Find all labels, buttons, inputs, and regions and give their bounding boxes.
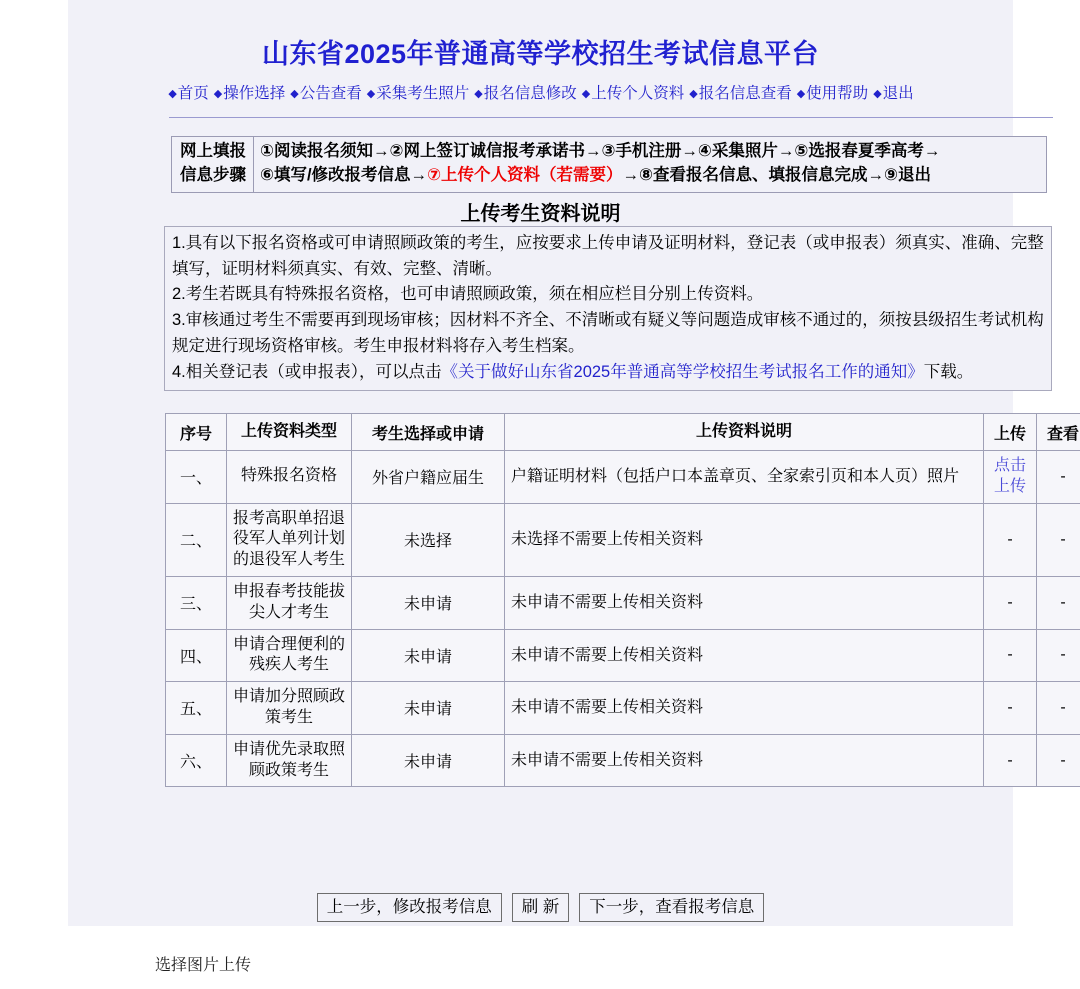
steps-line-1: ①阅读报名须知→②网上签订诚信报考承诺书→③手机注册→④采集照片→⑤选报春夏季高考→ (260, 142, 941, 160)
notice-line-2: 2.考生若既具有特殊报名资格，也可申请照顾政策，须在相应栏目分别上传资料。 (172, 285, 764, 304)
table-row (166, 682, 1080, 735)
nav-item-3[interactable]: 公告查看 (299, 84, 362, 102)
row-candidate-choice: 未申请 (352, 576, 505, 629)
header-choice: 考生选择或申请 (352, 414, 505, 451)
page-panel (68, 0, 1079, 926)
steps-label (172, 137, 254, 192)
nav-bullet-icon: ◆ (474, 87, 483, 100)
steps-label-line2: 信息步骤 (180, 165, 246, 184)
row-material-type: 申请加分照顾政策考生 (227, 682, 352, 735)
row-description: 户籍证明材料（包括户口本盖章页、全家索引页和本人页）照片 (505, 451, 984, 504)
steps-line2-prefix: ⑥填写/修改报考信息→ (260, 165, 428, 184)
nav-bullet-icon: ◆ (290, 87, 299, 100)
row-index: 五、 (166, 682, 227, 735)
row-candidate-choice: 未申请 (352, 629, 505, 682)
row-description: 未选择不需要上传相关资料 (505, 503, 984, 576)
notice-line-3: 3.审核通过考生不需要再到现场审核；因材料不齐全、不清晰或有疑义等问题造成审核不通过的，须按县级招生考试机构规定进行现场资格审核。考生申报材料将存入考生档案。 (172, 311, 1044, 355)
steps-line-2 (260, 164, 1042, 188)
row-description: 未申请不需要上传相关资料 (505, 629, 984, 682)
nav-item-2[interactable]: 操作选择 (223, 84, 286, 102)
table-row (166, 451, 1080, 504)
next-step-button[interactable]: 下一步，查看报考信息 (579, 893, 764, 922)
main-navigation (68, 81, 1013, 103)
nav-item-4[interactable]: 采集考生照片 (376, 84, 470, 102)
registration-steps-box (171, 136, 1047, 193)
upload-instructions (164, 226, 1052, 391)
table-row (166, 629, 1080, 682)
nav-item-8[interactable]: 使用帮助 (806, 84, 869, 102)
select-image-upload-label: 选择图片上传 (155, 957, 252, 974)
table-header-row (166, 414, 1080, 451)
header-upload: 上传 (984, 414, 1037, 451)
section-title: 上传考生资料说明 (460, 203, 621, 225)
row-view-cell: - (1037, 451, 1080, 504)
form-button-row (68, 893, 1013, 922)
previous-step-button[interactable]: 上一步，修改报考信息 (317, 893, 502, 922)
header-description: 上传资料说明 (505, 414, 984, 451)
row-description: 未申请不需要上传相关资料 (505, 734, 984, 787)
row-view-cell: - (1037, 682, 1080, 735)
row-upload-cell: - (984, 682, 1037, 735)
upload-materials-table (165, 413, 1080, 787)
row-material-type: 申报春考技能拔尖人才考生 (227, 576, 352, 629)
row-upload-cell: - (984, 734, 1037, 787)
notice-line4-prefix: 4.相关登记表（或申报表），可以点击 (172, 362, 442, 381)
row-index: 一、 (166, 451, 227, 504)
row-description: 未申请不需要上传相关资料 (505, 682, 984, 735)
row-index: 三、 (166, 576, 227, 629)
row-index: 六、 (166, 734, 227, 787)
table-row (166, 503, 1080, 576)
header-index: 序号 (166, 414, 227, 451)
steps-body (254, 137, 1046, 192)
steps-current-step: ⑦上传个人资料（若需要） (427, 165, 623, 184)
row-material-type: 报考高职单招退役军人单列计划的退役军人考生 (227, 503, 352, 576)
notice-line-4 (172, 360, 1044, 386)
row-material-type: 特殊报名资格 (227, 451, 352, 504)
page-title: 山东省2025年普通高等学校招生考试信息平台 (261, 39, 820, 69)
header-view: 查看 (1037, 414, 1080, 451)
row-material-type: 申请合理便利的残疾人考生 (227, 629, 352, 682)
row-view-cell: - (1037, 734, 1080, 787)
nav-item-6[interactable]: 上传个人资料 (591, 84, 685, 102)
row-index: 二、 (166, 503, 227, 576)
nav-item-1[interactable]: 首页 (177, 84, 209, 102)
row-view-cell: - (1037, 503, 1080, 576)
notice-line4-suffix: 下载。 (923, 362, 974, 381)
nav-divider (169, 117, 1053, 118)
table-row (166, 734, 1080, 787)
row-view-cell: - (1037, 576, 1080, 629)
nav-bullet-icon: ◆ (689, 87, 698, 100)
row-view-cell: - (1037, 629, 1080, 682)
steps-label-line1: 网上填报 (180, 142, 246, 160)
row-candidate-choice: 未申请 (352, 734, 505, 787)
nav-bullet-icon: ◆ (796, 87, 806, 100)
row-candidate-choice: 外省户籍应届生 (352, 451, 505, 504)
notice-line-1: 1.具有以下报名资格或可申请照顾政策的考生，应按要求上传申请及证明材料，登记表（或申报表）须真实、准确、完整填写，证明材料须真实、有效、完整、清晰。 (172, 234, 1044, 278)
row-upload-cell: - (984, 629, 1037, 682)
header-type: 上传资料类型 (227, 414, 352, 451)
row-upload-cell: - (984, 576, 1037, 629)
steps-line2-suffix: →⑧查看报名信息、填报信息完成→⑨退出 (622, 165, 931, 184)
row-upload-cell: - (984, 503, 1037, 576)
nav-item-9[interactable]: 退出 (882, 84, 914, 102)
nav-bullet-icon: ◆ (168, 87, 177, 100)
row-index: 四、 (166, 629, 227, 682)
row-candidate-choice: 未选择 (352, 503, 505, 576)
table-row (166, 576, 1080, 629)
nav-bullet-icon: ◆ (366, 87, 376, 100)
nav-item-7[interactable]: 报名信息查看 (698, 84, 792, 102)
refresh-button[interactable]: 刷 新 (512, 893, 570, 922)
nav-bullet-icon: ◆ (213, 87, 223, 100)
row-candidate-choice: 未申请 (352, 682, 505, 735)
row-upload-cell[interactable] (984, 451, 1037, 504)
row-description: 未申请不需要上传相关资料 (505, 576, 984, 629)
nav-bullet-icon: ◆ (873, 87, 882, 100)
click-to-upload-link[interactable]: 点击上传 (993, 457, 1026, 495)
row-material-type: 申请优先录取照顾政策考生 (227, 734, 352, 787)
nav-item-5[interactable]: 报名信息修改 (483, 84, 577, 102)
registration-notice-link[interactable]: 《关于做好山东省2025年普通高等学校招生考试报名工作的通知》 (441, 362, 924, 381)
nav-bullet-icon: ◆ (581, 87, 591, 100)
